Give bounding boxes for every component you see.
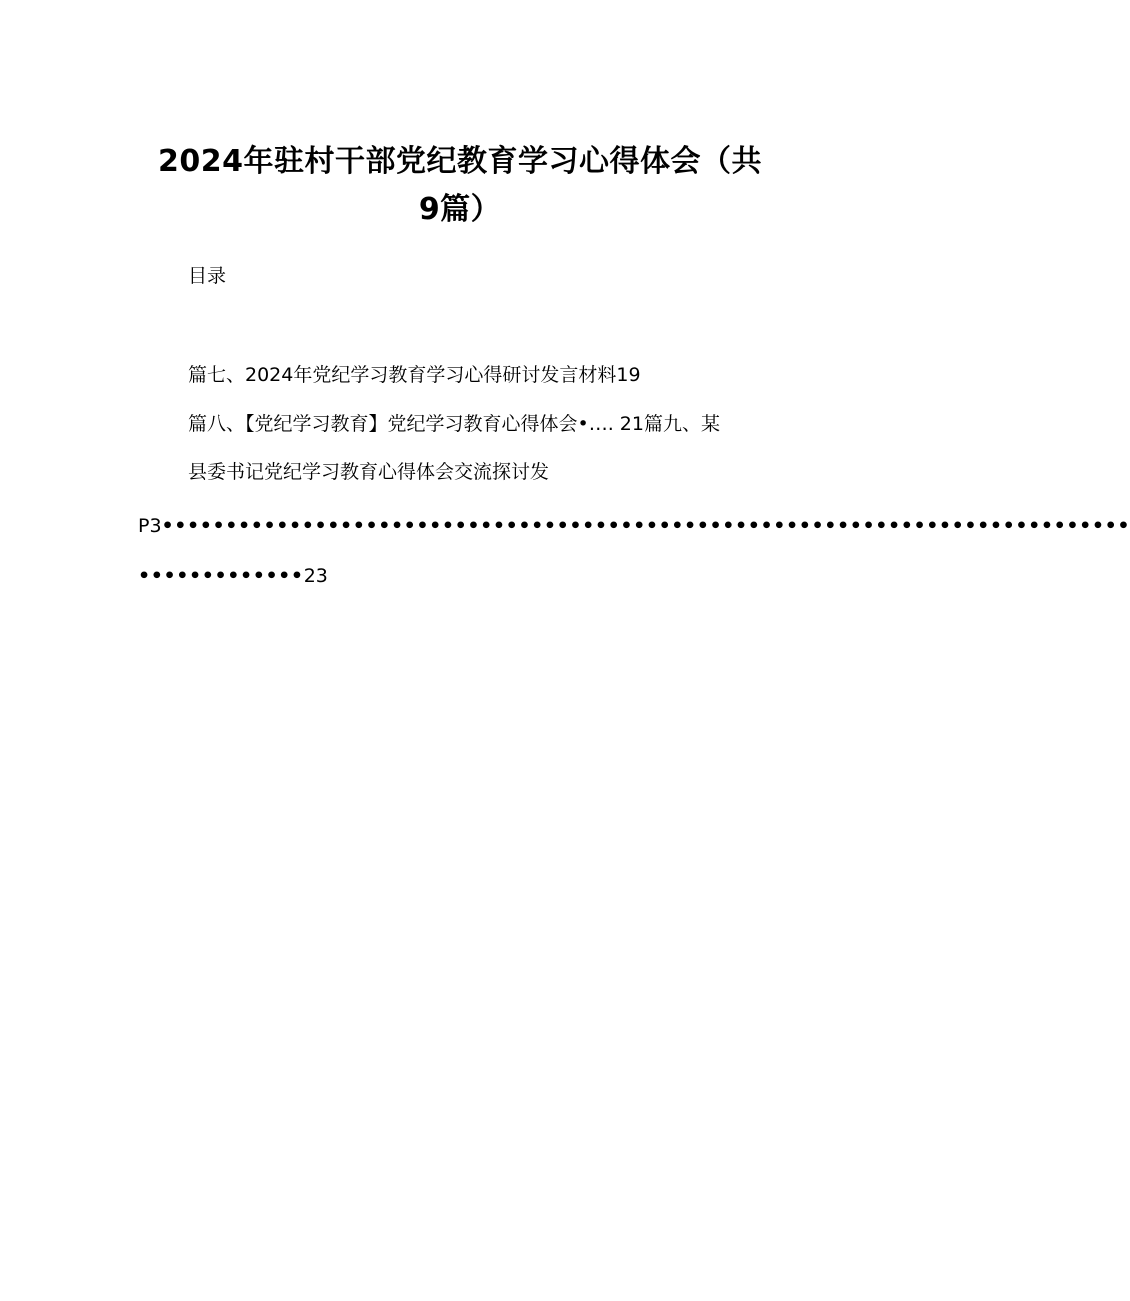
toc-entry-9-text: 县委书记党纪学习教育心得体会交流探讨发 <box>188 461 550 483</box>
title-line-2: 9篇） <box>418 192 502 227</box>
toc-heading: 目录 <box>188 265 227 287</box>
toc-entry-7: 篇七、2024年党纪学习教育学习心得研讨发言材料19 <box>188 364 641 386</box>
toc-entry-9-prefix: P3 <box>138 515 162 537</box>
toc-page-number: 23 <box>303 565 328 587</box>
document-title <box>140 138 780 234</box>
toc-entry-8: 篇八、【党纪学习教育】党纪学习教育心得体会•…. 21篇九、某 <box>188 413 720 435</box>
toc-leader-dots: •••••••••••••••••••••••••••••••••••••••••••••••••••••••••••••••••••••••••••• <box>161 515 1130 537</box>
toc-leader-dots-end: ••••••••••••• <box>138 565 304 587</box>
title-line-1: 2024年驻村干部党纪教育学习心得体会（共 <box>158 144 762 179</box>
toc-entry-9-page <box>138 562 328 590</box>
toc-entry-9-leader <box>138 512 1130 540</box>
